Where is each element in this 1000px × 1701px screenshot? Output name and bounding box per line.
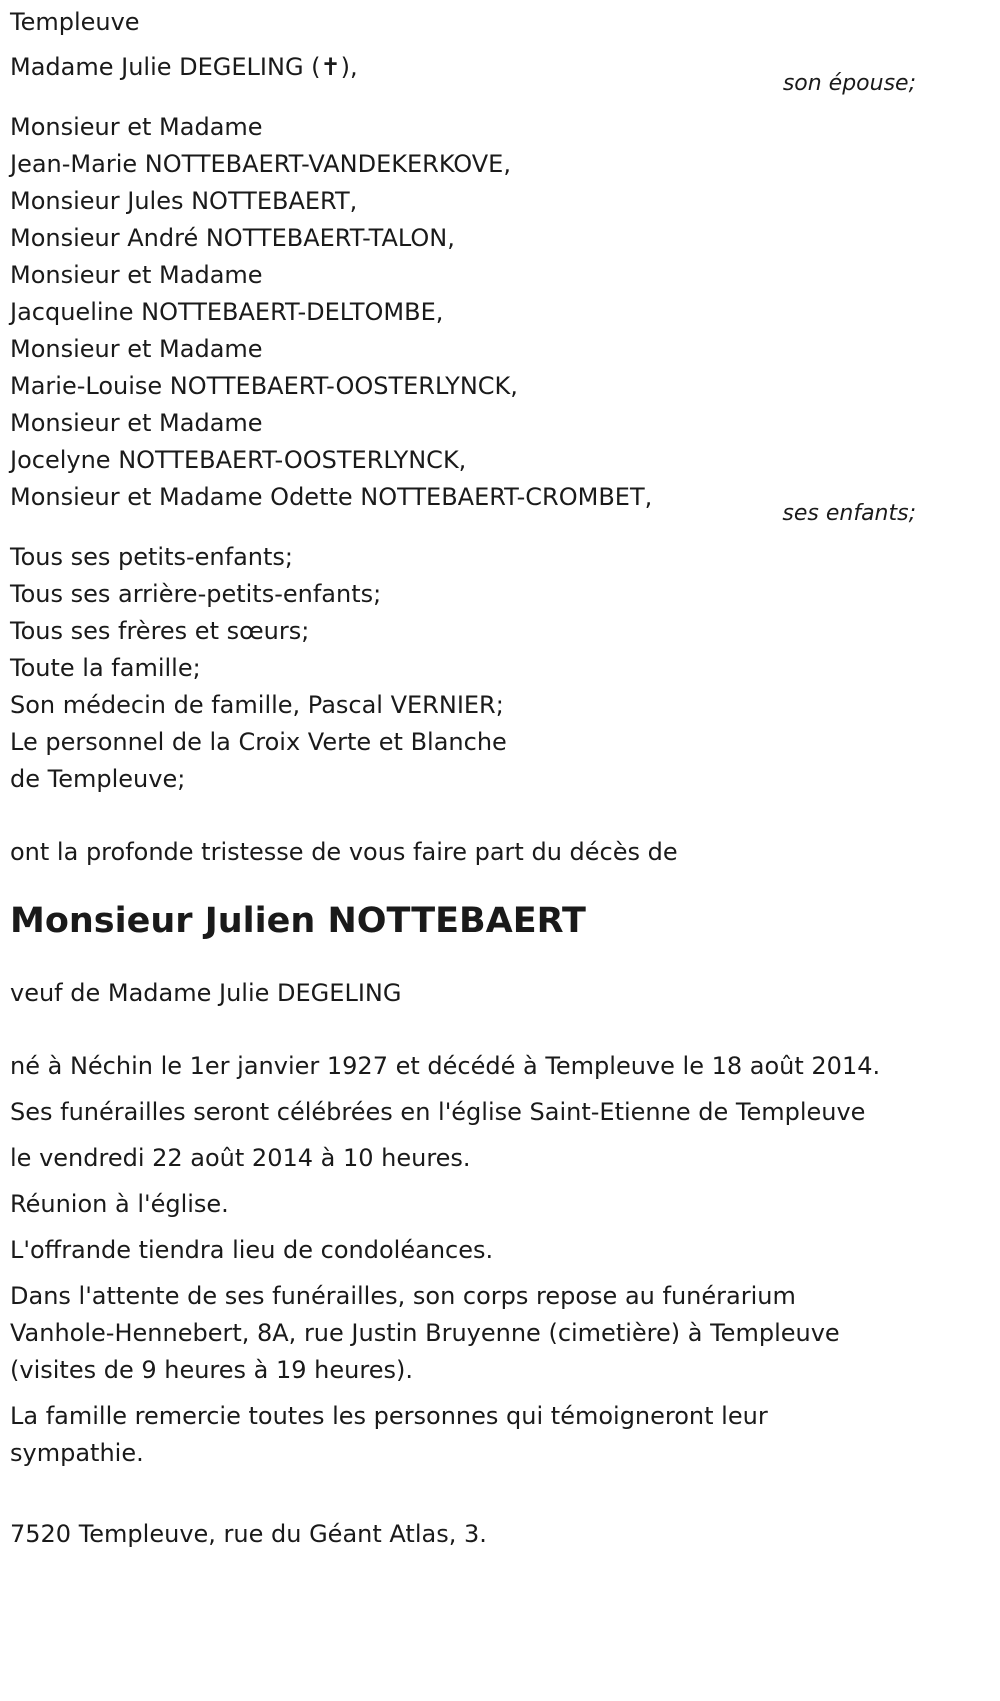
spouse-line: Madame Julie DEGELING (✝), <box>10 53 358 81</box>
funeral-line: Ses funérailles seront célébrées en l'église Saint-Etienne de Templeuve <box>10 1098 866 1126</box>
children-line: Monsieur Jules NOTTEBAERT, <box>10 187 358 215</box>
thanks-line: sympathie. <box>10 1439 144 1467</box>
children-line: Monsieur André NOTTEBAERT-TALON, <box>10 224 455 252</box>
rest-line: Dans l'attente de ses funérailles, son corps repose au funérarium <box>10 1282 796 1310</box>
children-line: Jocelyne NOTTEBAERT-OOSTERLYNCK, <box>10 446 467 474</box>
children-line: Jacqueline NOTTEBAERT-DELTOMBE, <box>10 298 444 326</box>
announcement-text: ont la profonde tristesse de vous faire part du décès de <box>10 838 678 866</box>
address-line: 7520 Templeuve, rue du Géant Atlas, 3. <box>10 1520 487 1548</box>
children-line: Monsieur et Madame <box>10 335 263 363</box>
others-line: de Templeuve; <box>10 765 186 793</box>
children-line: Jean-Marie NOTTEBAERT-VANDEKERKOVE, <box>10 150 511 178</box>
rest-line: (visites de 9 heures à 19 heures). <box>10 1356 413 1384</box>
thanks-line: La famille remercie toutes les personnes qui témoigneront leur <box>10 1402 768 1430</box>
others-line: Tous ses petits-enfants; <box>10 543 294 571</box>
deceased-name: Monsieur Julien NOTTEBAERT <box>10 901 586 941</box>
others-line: Tous ses arrière-petits-enfants; <box>10 580 382 608</box>
rest-line: Vanhole-Hennebert, 8A, rue Justin Bruyenne (cimetière) à Templeuve <box>10 1319 840 1347</box>
reunion-line: Réunion à l'église. <box>10 1190 229 1218</box>
others-line: Son médecin de famille, Pascal VERNIER; <box>10 691 504 719</box>
others-line: Le personnel de la Croix Verte et Blanche <box>10 728 507 756</box>
spouse-role: son épouse; <box>782 71 916 96</box>
funeral-date-line: le vendredi 22 août 2014 à 10 heures. <box>10 1144 471 1172</box>
widower-line: veuf de Madame Julie DEGELING <box>10 979 402 1007</box>
children-role: ses enfants; <box>782 501 916 526</box>
obituary-notice <box>10 0 916 1553</box>
place-heading: Templeuve <box>10 8 140 36</box>
details-section <box>10 1048 916 1472</box>
children-line: Monsieur et Madame <box>10 409 263 437</box>
others-line: Tous ses frères et sœurs; <box>10 617 310 645</box>
children-line: Monsieur et Madame <box>10 261 263 289</box>
children-list <box>10 109 916 516</box>
children-line: Monsieur et Madame Odette NOTTEBAERT-CROMBET, <box>10 483 653 511</box>
others-list <box>10 539 916 798</box>
others-line: Toute la famille; <box>10 654 201 682</box>
children-line: Monsieur et Madame <box>10 113 263 141</box>
children-line: Marie-Louise NOTTEBAERT-OOSTERLYNCK, <box>10 372 518 400</box>
offering-line: L'offrande tiendra lieu de condoléances. <box>10 1236 494 1264</box>
birth-death-line: né à Néchin le 1er janvier 1927 et décédé à Templeuve le 18 août 2014. <box>10 1052 881 1080</box>
